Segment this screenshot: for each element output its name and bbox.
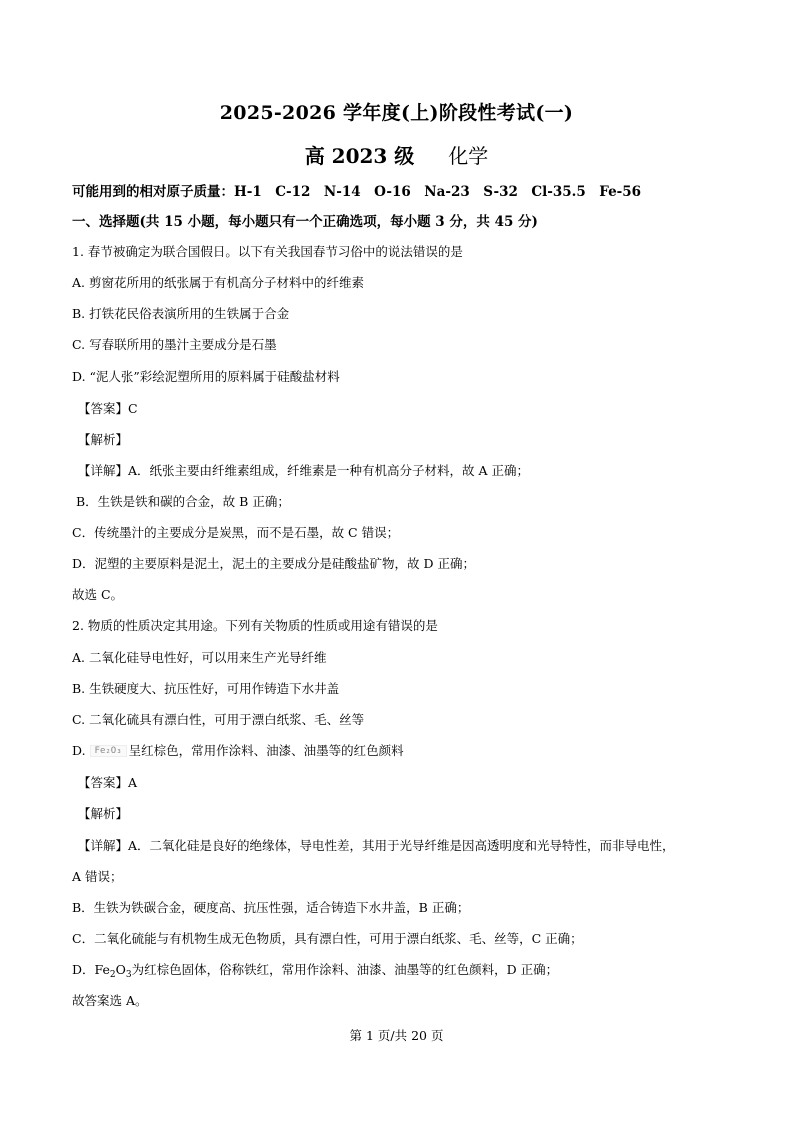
q2-option-d bbox=[72, 741, 404, 759]
q1-analysis-label: 【解析】 bbox=[78, 432, 129, 447]
exam-title: 2025-2026 学年度(上)阶段性考试(一) bbox=[219, 102, 574, 124]
q2-option-c: C. 二氧化硫具有漂白性，可用于漂白纸浆、毛、丝等 bbox=[72, 712, 365, 727]
q2-detail-d-prefix: D．Fe bbox=[72, 962, 110, 977]
q1-detail-c: C．传统墨汁的主要成分是炭黑，而不是石墨，故 C 错误； bbox=[72, 525, 400, 540]
q1-option-a: A. 剪窗花所用的纸张属于有机高分子材料中的纤维素 bbox=[72, 275, 364, 290]
q2-detail-d-text: 为红棕色固体，俗称铁红，常用作涂料、油漆、油墨等的红色颜料，D 正确； bbox=[131, 962, 559, 977]
q2-detail-d bbox=[72, 960, 558, 980]
q1-detail-a: 【详解】A．纸张主要由纤维素组成，纤维素是一种有机高分子材料，故 A 正确； bbox=[78, 463, 530, 478]
section-heading: 一、选择题(共 15 小题，每小题只有一个正确选项，每小题 3 分，共 45 分) bbox=[72, 214, 538, 230]
q1-stem: 1. 春节被确定为联合国假日。以下有关我国春节习俗中的说法错误的是 bbox=[72, 244, 463, 259]
q2-detail-a-line1: 【详解】A．二氧化硅是良好的绝缘体，导电性差，其用于光导纤维是因高透明度和光导特性，而非导电性， bbox=[78, 838, 675, 853]
q1-option-b: B. 打铁花民俗表演所用的生铁属于合金 bbox=[72, 306, 290, 321]
q1-option-c: C. 写春联所用的墨汁主要成分是石墨 bbox=[72, 337, 277, 352]
grade-subject-line bbox=[0, 140, 793, 169]
page-footer: 第 1 页/共 20 页 bbox=[349, 1028, 444, 1043]
q2-conclusion: 故答案选 A。 bbox=[72, 993, 148, 1008]
q2-option-a: A. 二氧化硅导电性好，可以用来生产光导纤维 bbox=[72, 650, 327, 665]
q2-option-d-letter: D. bbox=[72, 743, 86, 758]
q2-detail-a-line2: A 错误； bbox=[72, 869, 123, 884]
q2-option-d-text: 呈红棕色，常用作涂料、油漆、油墨等的红色颜料 bbox=[128, 743, 404, 758]
q2-analysis-label: 【解析】 bbox=[78, 806, 129, 821]
q2-detail-d-sub1: 2 bbox=[109, 970, 116, 980]
q1-detail-b: B．生铁是铁和碳的合金，故 B 正确； bbox=[76, 494, 290, 509]
q1-conclusion: 故选 C。 bbox=[72, 587, 124, 602]
q2-option-b: B. 生铁硬度大、抗压性好，可用作铸造下水井盖 bbox=[72, 681, 340, 696]
q1-detail-d: D．泥塑的主要原料是泥土，泥土的主要成分是硅酸盐矿物，故 D 正确； bbox=[72, 556, 475, 571]
grade-label: 高 2023 级 bbox=[304, 144, 415, 168]
atomic-masses: 可能用到的相对原子质量：H-1 C-12 N-14 O-16 Na-23 S-32 Cl-35.5 Fe-56 bbox=[72, 184, 642, 200]
subject-label: 化学 bbox=[448, 144, 489, 168]
fe2o3-formula-image: Fe₂O₃ bbox=[90, 745, 127, 757]
q2-detail-c: C．二氧化硫能与有机物生成无色物质，具有漂白性，可用于漂白纸浆、毛、丝等，C 正确； bbox=[72, 931, 583, 946]
q1-option-d: D. “泥人张”彩绘泥塑所用的原料属于硅酸盐材料 bbox=[72, 369, 340, 384]
q2-answer: 【答案】A bbox=[78, 775, 138, 790]
q2-detail-d-mid: O bbox=[115, 962, 126, 977]
q2-detail-b: B．生铁为铁碳合金，硬度高、抗压性强，适合铸造下水井盖，B 正确； bbox=[72, 900, 470, 915]
q2-stem: 2. 物质的性质决定其用途。下列有关物质的性质或用途有错误的是 bbox=[72, 618, 438, 633]
q2-detail-d-sub2: 3 bbox=[125, 970, 132, 980]
q1-answer: 【答案】C bbox=[78, 401, 138, 416]
